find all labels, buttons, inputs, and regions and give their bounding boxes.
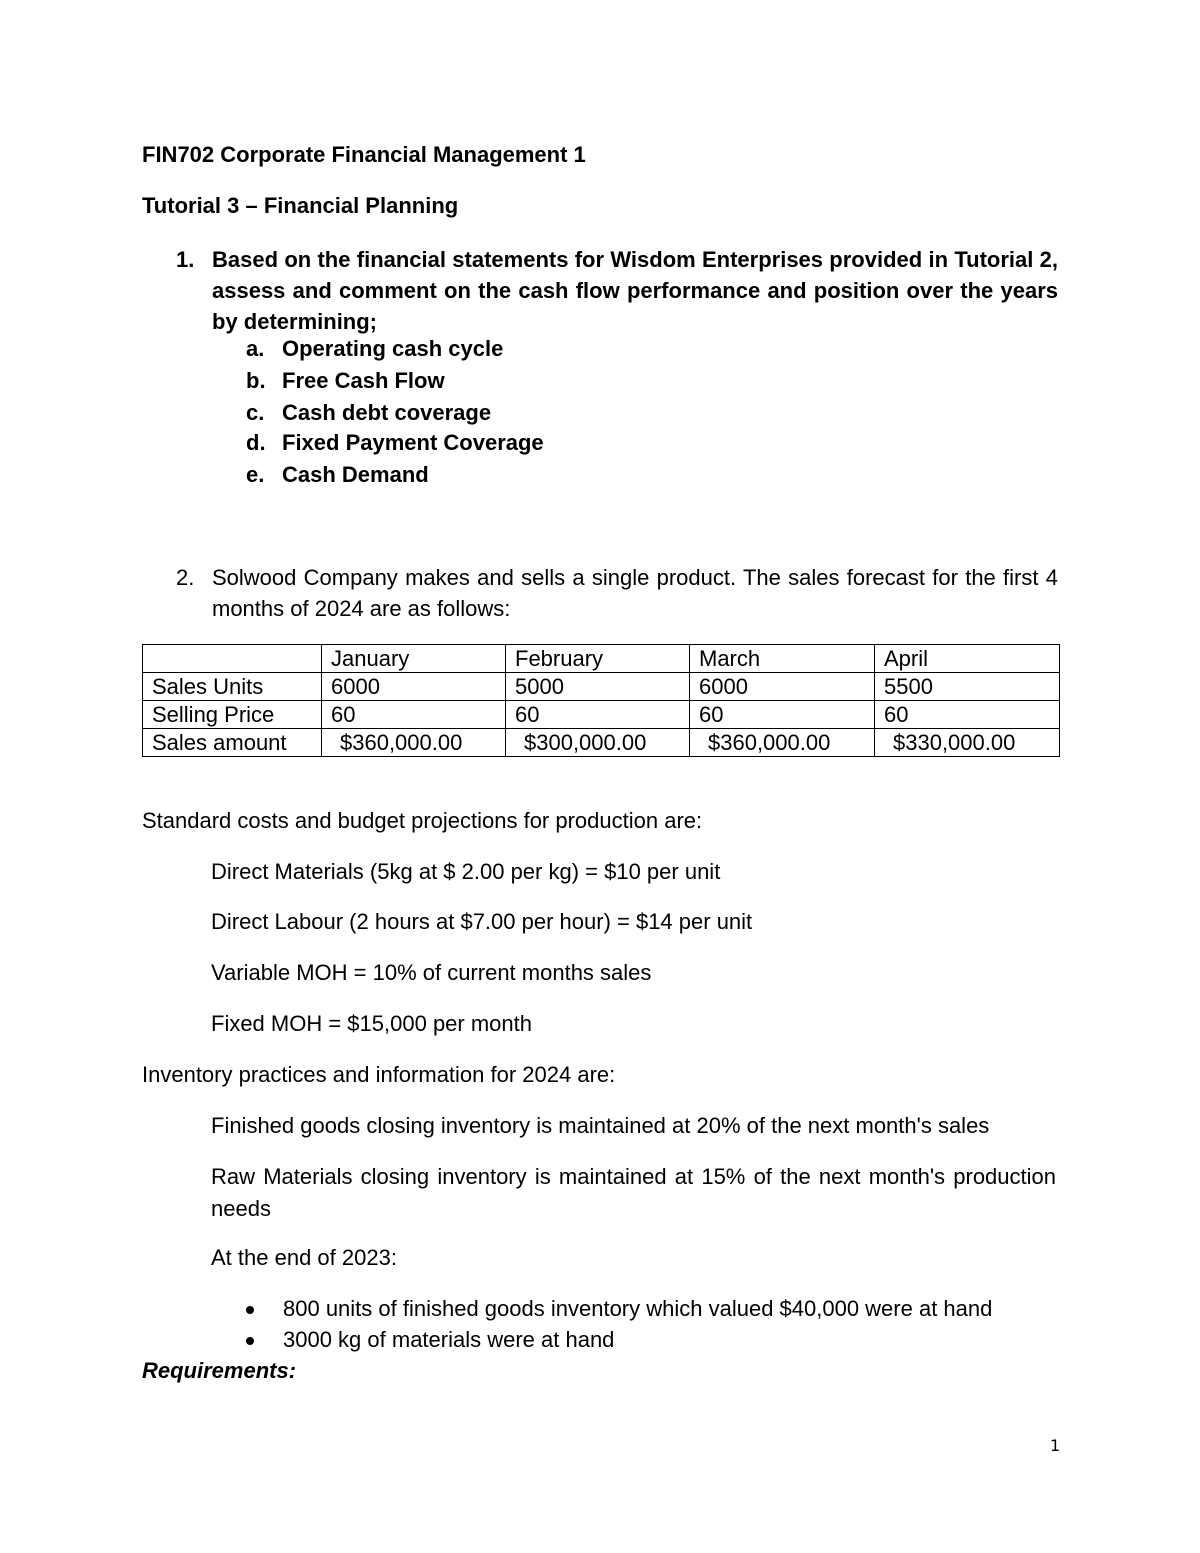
sales-forecast-table xyxy=(142,644,1060,757)
item-letter: b. xyxy=(246,368,266,393)
table-cell: 60 xyxy=(875,701,1060,729)
question-1-item-b xyxy=(246,368,445,394)
table-cell: January xyxy=(322,645,506,673)
bullet-finished-goods xyxy=(283,1296,992,1322)
bullet-text: 800 units of finished goods inventory which valued $40,000 were at hand xyxy=(283,1296,993,1321)
table-cell: 5000 xyxy=(506,673,690,701)
bullet-text: 3000 kg of materials were at hand xyxy=(283,1327,615,1352)
table-header-row xyxy=(143,645,1060,673)
table-cell: $300,000.00 xyxy=(506,729,690,757)
document-title: FIN702 Corporate Financial Management 1 xyxy=(142,142,586,167)
question-2-number: 2. xyxy=(176,565,195,590)
item-label: Free Cash Flow xyxy=(282,368,445,393)
table-cell: Sales Units xyxy=(143,673,322,701)
bullet-materials xyxy=(283,1327,614,1353)
item-letter: e. xyxy=(246,462,265,487)
question-1-item-d xyxy=(246,430,544,456)
table-cell: 6000 xyxy=(322,673,506,701)
table-row xyxy=(143,673,1060,701)
cost-line-fixed-moh: Fixed MOH = $15,000 per month xyxy=(211,1011,532,1036)
table-cell: April xyxy=(875,645,1060,673)
question-1-text: Based on the financial statements for Wisdom Enterprises provided in Tutorial 2, assess and comment on the cash flow performance and position over the years by determining; xyxy=(212,247,1058,334)
table-cell: $360,000.00 xyxy=(322,729,506,757)
table-cell: 5500 xyxy=(875,673,1060,701)
table-cell: February xyxy=(506,645,690,673)
inventory-end-2023: At the end of 2023: xyxy=(211,1245,397,1270)
item-label: Cash debt coverage xyxy=(282,400,492,425)
table-cell: 60 xyxy=(506,701,690,729)
table-cell: Sales amount xyxy=(143,729,322,757)
question-1-number: 1. xyxy=(176,247,195,272)
question-1-item-c xyxy=(246,400,491,426)
question-1-item-a xyxy=(246,336,503,362)
table-cell: 60 xyxy=(322,701,506,729)
item-letter: a. xyxy=(246,336,265,361)
table-row xyxy=(143,701,1060,729)
page-number: 1 xyxy=(1050,1436,1061,1455)
costs-intro: Standard costs and budget projections for production are: xyxy=(142,808,703,833)
item-letter: c. xyxy=(246,400,265,425)
requirements-heading: Requirements: xyxy=(142,1358,297,1383)
table-cell: 6000 xyxy=(690,673,875,701)
table-cell: $330,000.00 xyxy=(875,729,1060,757)
inventory-intro: Inventory practices and information for 2024 are: xyxy=(142,1062,616,1087)
document-subtitle: Tutorial 3 – Financial Planning xyxy=(142,193,459,218)
table-cell: Selling Price xyxy=(143,701,322,729)
inventory-raw-materials: Raw Materials closing inventory is maintained at 15% of the next month's production needs xyxy=(211,1164,1056,1221)
item-label: Cash Demand xyxy=(282,462,429,487)
item-label: Fixed Payment Coverage xyxy=(282,430,544,455)
cost-line-direct-labour: Direct Labour (2 hours at $7.00 per hour) = $14 per unit xyxy=(211,909,753,934)
table-row xyxy=(143,729,1060,757)
cost-line-variable-moh: Variable MOH = 10% of current months sales xyxy=(211,960,652,985)
question-1-item-e xyxy=(246,462,429,488)
table-cell: 60 xyxy=(690,701,875,729)
question-2-text: Solwood Company makes and sells a single product. The sales forecast for the first 4 months of 2024 are as follows: xyxy=(212,565,1058,621)
item-label: Operating cash cycle xyxy=(282,336,504,361)
table-cell: $360,000.00 xyxy=(690,729,875,757)
cost-line-direct-materials: Direct Materials (5kg at $ 2.00 per kg) = $10 per unit xyxy=(211,859,721,884)
table-cell: March xyxy=(690,645,875,673)
item-letter: d. xyxy=(246,430,266,455)
bullet-icon xyxy=(246,1306,254,1314)
table-cell xyxy=(143,645,322,673)
bullet-icon xyxy=(246,1337,254,1345)
inventory-finished-goods: Finished goods closing inventory is maintained at 20% of the next month's sales xyxy=(211,1113,990,1138)
